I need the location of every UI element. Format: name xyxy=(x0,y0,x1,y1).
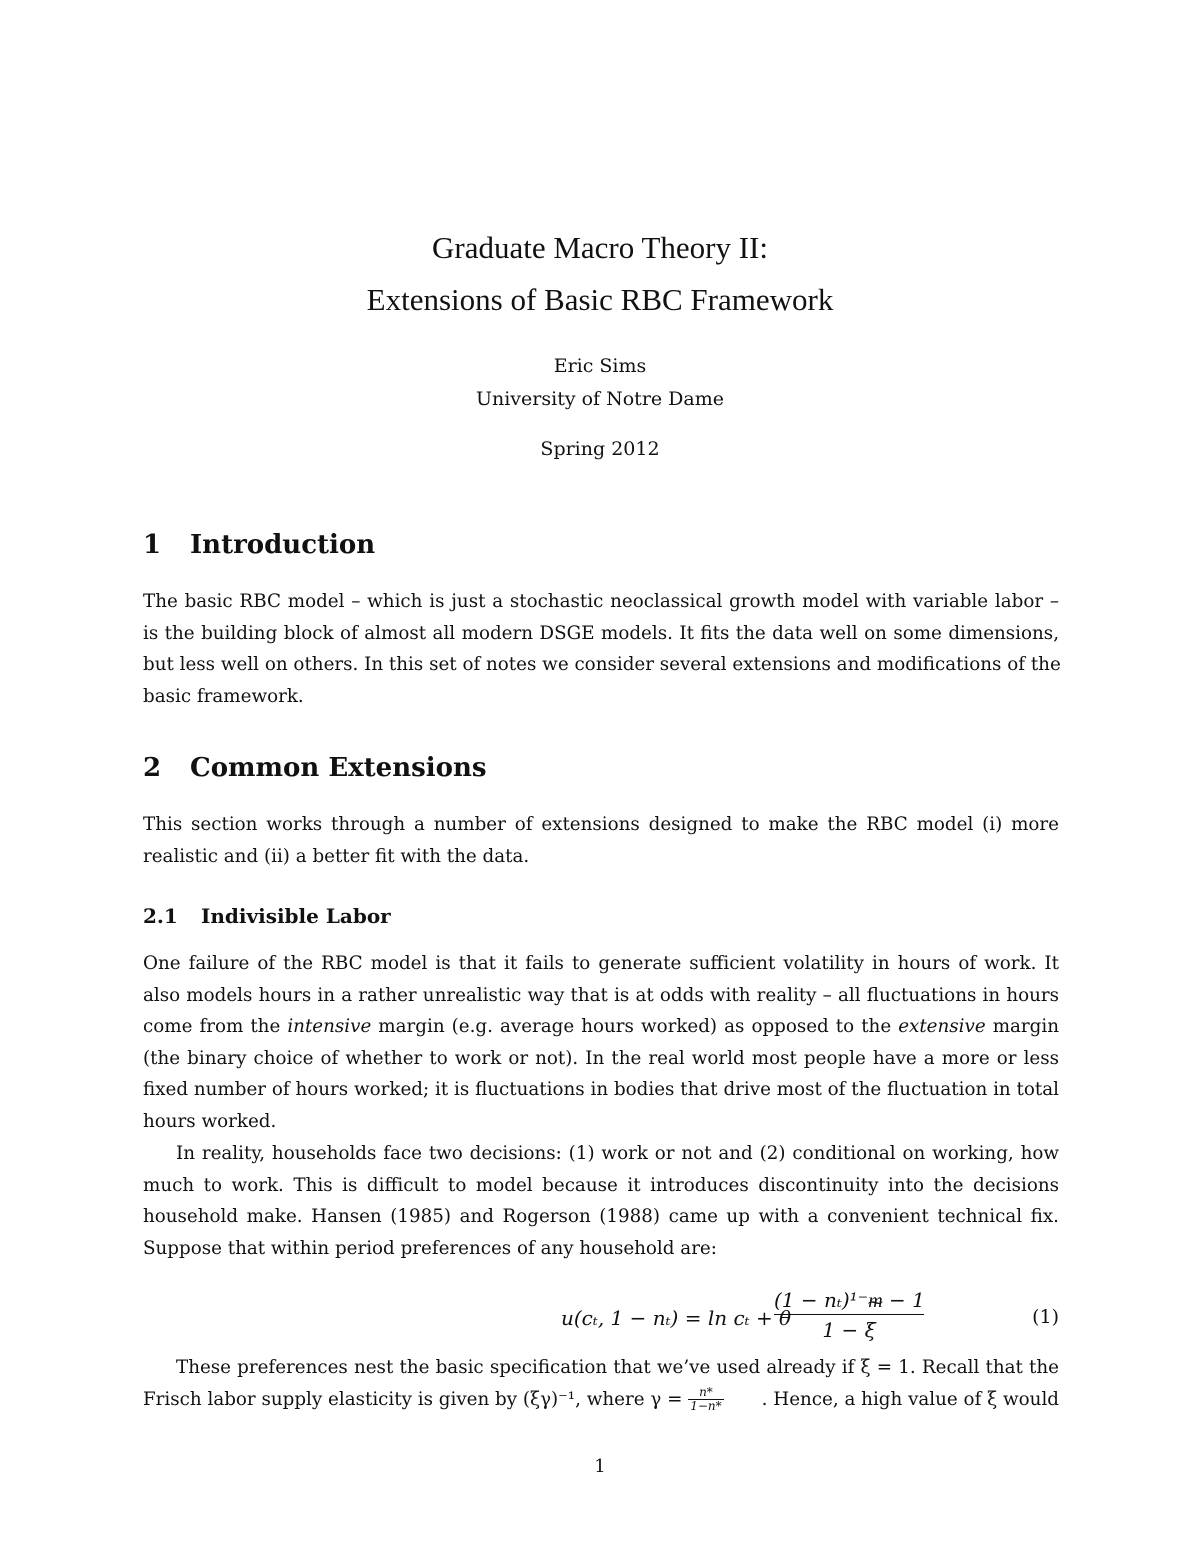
page-number: 1 xyxy=(594,1456,606,1477)
subsection-heading-indivisible-labor xyxy=(143,906,391,926)
document-date: Spring 2012 xyxy=(540,438,660,460)
text-line: but less well on others. In this set of notes we consider several extensions and modifications of the xyxy=(143,654,1061,676)
indivisible-labor-paragraph-2 xyxy=(143,1138,1059,1264)
emphasis-extensive: extensive xyxy=(898,1016,986,1038)
text-segment xyxy=(143,1384,724,1416)
title-line-1: Graduate Macro Theory II: xyxy=(432,230,768,265)
section-heading-common-extensions xyxy=(143,755,487,781)
text-line: household make. Hansen (1985) and Rogerson (1988) came up with a convenient technical fix. xyxy=(143,1206,1059,1228)
text-line: These preferences nest the basic specification that we’ve used already if ξ = 1. Recall that the xyxy=(176,1357,1059,1378)
section-title: Introduction xyxy=(190,530,376,560)
text-line-with-fraction xyxy=(143,1384,1059,1416)
common-extensions-paragraph xyxy=(143,809,1059,872)
text-segment: come from the xyxy=(143,1016,288,1038)
equation-lhs: u(cₜ, 1 − nₜ) = ln cₜ + θ xyxy=(561,1306,792,1330)
equation-fraction xyxy=(774,1288,924,1342)
inline-fraction-numerator: n* xyxy=(688,1386,723,1400)
section-number: 1 xyxy=(143,530,162,560)
author-name: Eric Sims xyxy=(553,355,647,377)
introduction-paragraph xyxy=(143,586,1059,712)
text-line: also models hours in a rather unrealistic way that is at odds with reality – all fluctuations in hours xyxy=(143,984,1059,1006)
section-number: 2 xyxy=(143,753,162,783)
indivisible-labor-paragraph-3 xyxy=(143,1352,1059,1415)
text-line: much to work. This is difficult to model because it introduces discontinuity into the decisions xyxy=(143,1174,1059,1196)
text-line: Suppose that within period preferences of any household are: xyxy=(143,1237,717,1259)
text-line: hours worked. xyxy=(143,1110,277,1132)
title-line-2: Extensions of Basic RBC Framework xyxy=(366,282,834,317)
text-segment: margin xyxy=(985,1016,1059,1038)
subsection-title: Indivisible Labor xyxy=(201,904,391,928)
text-line: is the building block of almost all modern DSGE models. It fits the data well on some dimensions, xyxy=(143,622,1059,644)
text-line: fixed number of hours worked; it is fluctuations in bodies that drive most of the fluctuation in total xyxy=(143,1079,1059,1101)
section-title: Common Extensions xyxy=(190,753,487,783)
inline-fraction xyxy=(688,1386,723,1413)
inline-fraction-denominator: 1−n* xyxy=(690,1399,722,1414)
fraction-bar xyxy=(774,1314,924,1315)
subsection-number: 2.1 xyxy=(143,904,178,928)
section-heading-introduction xyxy=(143,532,375,558)
text-line: One failure of the RBC model is that it fails to generate sufficient volatility in hours of work. It xyxy=(143,953,1059,974)
text-line-with-emphasis xyxy=(143,1011,1059,1043)
author-affiliation: University of Notre Dame xyxy=(475,388,725,410)
equation-number: (1) xyxy=(1032,1306,1059,1328)
equation-1 xyxy=(143,1288,1059,1348)
text-segment: Frisch labor supply elasticity is given by (ξγ)⁻¹, where γ = xyxy=(143,1388,689,1410)
emphasis-intensive: intensive xyxy=(287,1016,372,1038)
text-line: The basic RBC model – which is just a stochastic neoclassical growth model with variable labor – xyxy=(143,591,1059,612)
text-line: (the binary choice of whether to work or not). In the real world most people have a more or less xyxy=(143,1047,1059,1069)
text-line: realistic and (ii) a better fit with the data. xyxy=(143,845,530,867)
text-segment: margin (e.g. average hours worked) as opposed to the xyxy=(371,1016,899,1038)
text-line: basic framework. xyxy=(143,685,304,707)
indivisible-labor-paragraph-1 xyxy=(143,948,1059,1138)
text-line: In reality, households face two decisions: (1) work or not and (2) conditional on working, how xyxy=(176,1143,1059,1164)
equation-denominator: 1 − ξ xyxy=(822,1318,876,1342)
equation-numerator: (1 − nₜ)¹⁻ᵯ − 1 xyxy=(774,1288,925,1312)
text-line: This section works through a number of extensions designed to make the RBC model (i) more xyxy=(143,814,1059,835)
text-segment: . Hence, a high value of ξ would xyxy=(761,1388,1059,1410)
